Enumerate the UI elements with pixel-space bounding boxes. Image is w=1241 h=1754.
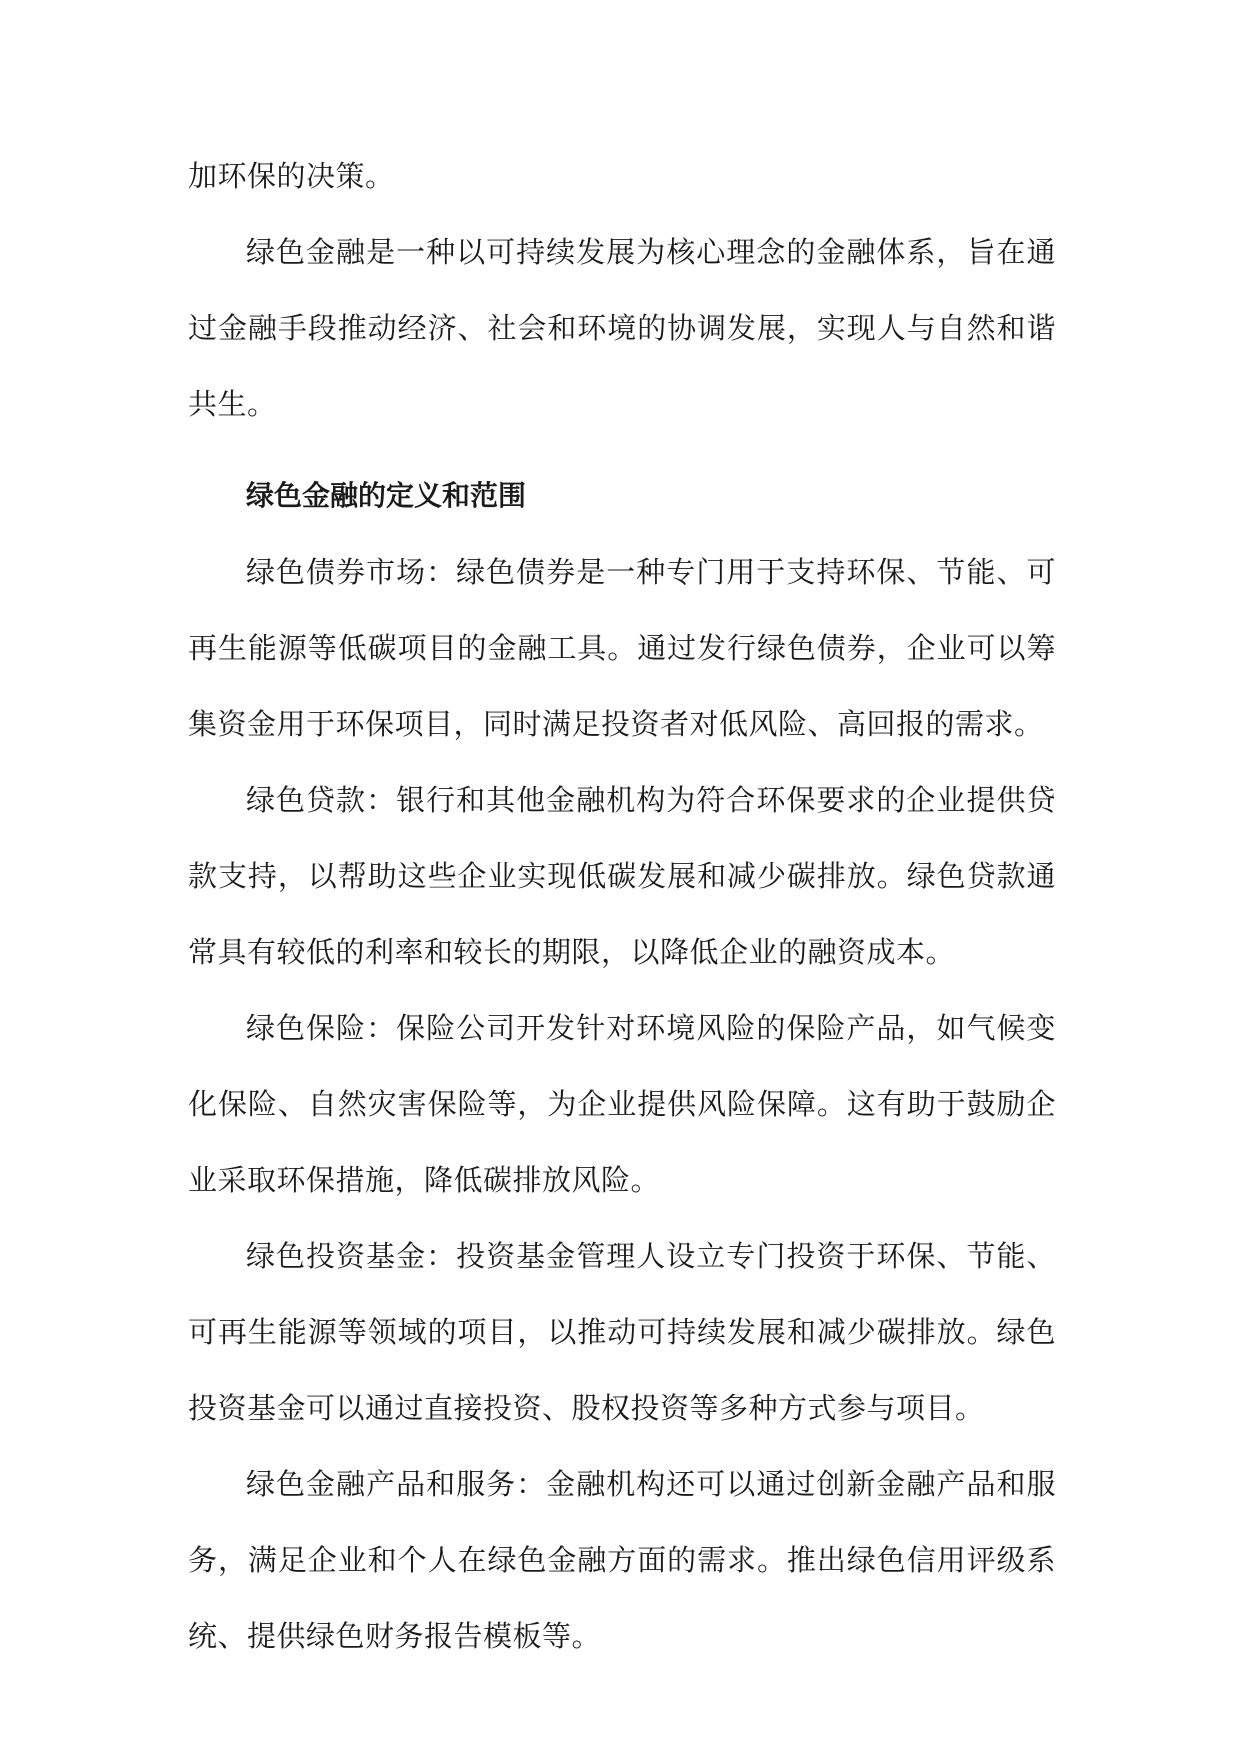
continued-paragraph: 加环保的决策。 <box>188 159 395 193</box>
section-heading: 绿色金融的定义和范围 <box>246 479 527 512</box>
paragraph-green-funds: 绿色投资基金：投资基金管理人设立专门投资于环保、节能、可再生能源等领域的项目，以推动可持续发展和减少碳排放。绿色投资基金可以通过直接投资、股权投资等多种方式参与项目。 <box>188 1239 1056 1425</box>
paragraph-green-loans: 绿色贷款：银行和其他金融机构为符合环保要求的企业提供贷款支持，以帮助这些企业实现低碳发展和减少碳排放。绿色贷款通常具有较低的利率和较长的期限，以降低企业的融资成本。 <box>188 783 1056 969</box>
paragraph-green-insurance: 绿色保险：保险公司开发针对环境风险的保险产品，如气候变化保险、自然灾害保险等，为企业提供风险保障。这有助于鼓励企业采取环保措施，降低碳排放风险。 <box>188 1011 1056 1197</box>
paragraph-green-products: 绿色金融产品和服务：金融机构还可以通过创新金融产品和服务，满足企业和个人在绿色金融方面的需求。推出绿色信用评级系统、提供绿色财务报告模板等。 <box>188 1467 1056 1653</box>
paragraph-green-bonds: 绿色债券市场：绿色债券是一种专门用于支持环保、节能、可再生能源等低碳项目的金融工具。通过发行绿色债券，企业可以筹集资金用于环保项目，同时满足投资者对低风险、高回报的需求。 <box>188 555 1056 741</box>
intro-paragraph: 绿色金融是一种以可持续发展为核心理念的金融体系，旨在通过金融手段推动经济、社会和环境的协调发展，实现人与自然和谐共生。 <box>188 235 1056 421</box>
document-body <box>188 138 1056 1674</box>
